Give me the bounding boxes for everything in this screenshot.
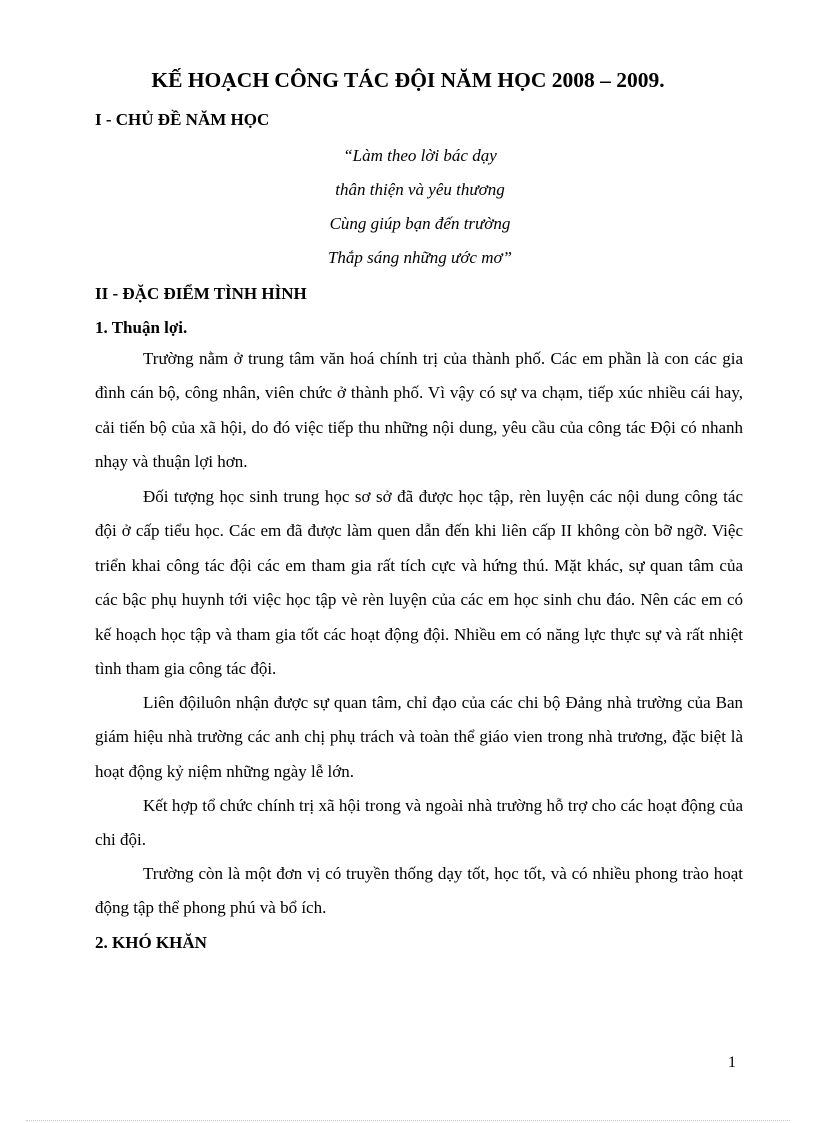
poem-line: “Làm theo lời bác dạy xyxy=(343,146,497,165)
poem-line: Cùng giúp bạn đến trường xyxy=(329,214,511,233)
section-heading-theme: I - CHỦ ĐỀ NĂM HỌC xyxy=(95,110,270,129)
paragraph: Đối tượng học sinh trung học sơ sở đã được học tập, rèn luyện các nội dung công tác đội ở cấp tiểu học. Các em đã được làm quen dẫn đến khi liên cấp II không còn bỡ ngỡ. Việc triển khai công tác đội các em tham gia rất tích cực và hứng thú. Mặt khác, sự quan tâm của các bậc phụ huynh tới việc học tập vè rèn luyện của các em học sinh chu đáo. Nên các em có kế hoạch học tập và tham gia tốt các hoạt động đội. Nhiều em có năng lực thực sự và rất nhiệt tình tham gia công tác đội. xyxy=(95,487,743,679)
subheading-difficulties: 2. KHÓ KHĂN xyxy=(95,933,207,952)
paragraph: Liên độiluôn nhận được sự quan tâm, chỉ đạo của các chi bộ Đảng nhà trường của Ban giám hiệu nhà trường các anh chị phụ trách và toàn thể giáo vien trong nhà trương, đặc biệt là hoạt động kỷ niệm những ngày lễ lớn. xyxy=(95,693,743,781)
poem-line: thân thiện và yêu thương xyxy=(335,180,505,199)
paragraph: Trường nằm ở trung tâm văn hoá chính trị của thành phố. Các em phần là con các gia đình cán bộ, công nhân, viên chức ở thành phố. Vì vậy có sự va chạm, tiếp xúc nhiều cái hay, cải tiến bộ của xã hội, do đó việc tiếp thu những nội dung, yêu cầu của công tác Đội có nhanh nhạy và thuận lợi hơn. xyxy=(95,349,743,472)
poem-line: Thắp sáng những ước mơ” xyxy=(327,248,513,267)
paragraph: Trường còn là một đơn vị có truyền thống dạy tốt, học tốt, và có nhiều phong trào hoạt động tập thể phong phú và bổ ích. xyxy=(95,864,743,918)
subheading-advantages: 1. Thuận lợi. xyxy=(95,318,188,337)
paragraph: Kết hợp tổ chức chính trị xã hội trong và ngoài nhà trường hỗ trợ cho các hoạt động của chi đội. xyxy=(95,796,743,850)
document-title: KẾ HOẠCH CÔNG TÁC ĐỘI NĂM HỌC 2008 – 2009. xyxy=(151,68,665,92)
page-divider xyxy=(26,1120,790,1121)
section-heading-situation: II - ĐẶC ĐIỂM TÌNH HÌNH xyxy=(95,284,307,303)
page-number: 1 xyxy=(728,1054,736,1071)
